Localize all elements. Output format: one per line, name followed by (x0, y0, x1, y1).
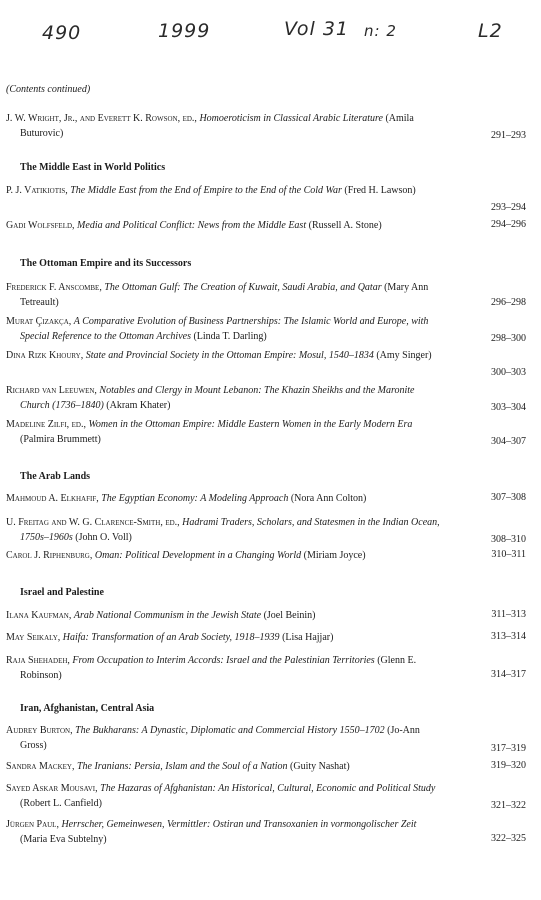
contents-entry (6, 760, 444, 775)
entry-title: Arab National Communism in the Jewish State (73, 610, 262, 621)
entry-page-range: 321–322 (491, 800, 526, 811)
entry-authors: Mahmoud A. Elkhafif, (6, 493, 99, 504)
handwritten-volume: Vol 31 (284, 18, 350, 40)
contents-entry (6, 516, 444, 545)
entry-reviewer: (Maria Eva Subtelny) (20, 833, 107, 845)
section-heading: Israel and Palestine (20, 587, 104, 598)
entry-authors: Jürgen Paul, (6, 819, 59, 830)
entry-reviewer: (Amy Singer) (376, 350, 432, 361)
entry-authors: Frederick F. Anscombe, (6, 282, 102, 293)
entry-authors: P. J. Vatikiotis, (6, 185, 68, 196)
entry-title: The Middle East from the End of Empire to the End of the Cold War (70, 185, 342, 196)
contents-entry (6, 818, 444, 847)
entry-page-range: 304–307 (491, 436, 526, 447)
entry-authors: Madeline Zilfi, ed., (6, 419, 86, 430)
entry-authors: Sandra Mackey, (6, 761, 75, 772)
entry-reviewer: (Glenn E. Robinson) (20, 655, 417, 681)
entry-title: Notables and Clergy in Mount Lebanon: The Khazin Sheikhs and the Maronite Church (1736–1840) (20, 385, 415, 411)
contents-entry (6, 384, 444, 413)
entry-authors: Dina Rizk Khoury, (6, 350, 84, 361)
entry-page-range: 311–313 (491, 609, 526, 620)
entry-title: Herrscher, Gemeinwesen, Vermittler: Ostiran und Transoxanien in vormongolischer Zeit (61, 819, 417, 830)
entry-authors: J. W. Wright, Jr., and Everett K. Rowson, ed., (6, 113, 197, 124)
entry-reviewer: (Palmira Brummett) (20, 433, 101, 445)
contents-entry (6, 724, 444, 753)
entry-authors: Gadi Wolfsfeld, (6, 220, 75, 231)
entry-reviewer: (Miriam Joyce) (303, 550, 366, 561)
entry-reviewer: (Mary Ann Tetreault) (20, 282, 429, 308)
entry-title: The Iranians: Persia, Islam and the Soul of a Nation (76, 761, 288, 772)
entry-page-range: 298–300 (491, 333, 526, 344)
contents-entry (6, 654, 444, 683)
entry-title: A Comparative Evolution of Business Partnerships: The Islamic World and Europe, with Special Reference to the Ottoman Archives (20, 316, 429, 342)
entry-title: The Hazaras of Afghanistan: An Historical, Cultural, Economic and Political Study (100, 783, 436, 794)
entry-authors: Carol J. Riphenburg, (6, 550, 93, 561)
contents-entry (6, 281, 444, 310)
entry-title: Hadrami Traders, Scholars, and Statesmen in the Indian Ocean, 1750s–1960s (20, 517, 440, 543)
entry-page-range: 300–303 (491, 367, 526, 378)
entry-reviewer: (Russell A. Stone) (308, 220, 382, 231)
entry-reviewer: (Joel Beinin) (263, 610, 316, 621)
entry-page-range: 294–296 (491, 219, 526, 230)
contents-entry (6, 782, 444, 811)
contents-entry (6, 219, 444, 234)
contents-entry (6, 315, 444, 344)
entry-page-range: 317–319 (491, 743, 526, 754)
entry-title: Oman: Political Development in a Changing World (94, 550, 302, 561)
entry-page-range: 303–304 (491, 402, 526, 413)
entry-title: Women in the Ottoman Empire: Middle Eastern Women in the Early Modern Era (88, 419, 413, 430)
entry-page-range: 314–317 (491, 669, 526, 680)
entry-title: From Occupation to Interim Accords: Israel and the Palestinian Territories (72, 655, 375, 666)
entry-reviewer: (Lisa Hajjar) (282, 632, 334, 643)
entry-authors: Ilana Kaufman, (6, 610, 72, 621)
entry-authors: Murat Çizakça, (6, 316, 72, 327)
handwritten-issue: n: 2 (364, 22, 397, 40)
entry-page-range: 308–310 (491, 534, 526, 545)
section-heading: The Arab Lands (20, 471, 91, 482)
entry-title: The Bukharans: A Dynastic, Diplomatic and Commercial History 1550–1702 (75, 725, 385, 736)
contents-entry (6, 418, 444, 447)
section-heading: The Ottoman Empire and its Successors (20, 258, 192, 269)
entry-reviewer: (Jo-Ann Gross) (20, 725, 420, 751)
contents-entry (6, 112, 444, 141)
entry-reviewer: (Amila Buturovic) (20, 113, 414, 139)
entry-authors: U. Freitag and W. G. Clarence-Smith, ed., (6, 517, 180, 528)
entry-title: The Egyptian Economy: A Modeling Approach (101, 493, 289, 504)
entry-title: The Ottoman Gulf: The Creation of Kuwait, Saudi Arabia, and Qatar (104, 282, 382, 293)
entry-reviewer: (John O. Voll) (75, 531, 132, 543)
entry-reviewer: (Akram Khater) (106, 399, 171, 411)
contents-entry (6, 184, 444, 199)
entry-page-range: 291–293 (491, 130, 526, 141)
entry-title: Haifa: Transformation of an Arab Society, 1918–1939 (62, 632, 280, 643)
section-heading: The Middle East in World Politics (20, 162, 166, 173)
entry-page-range: 319–320 (491, 760, 526, 771)
contents-entry (6, 492, 444, 507)
contents-continued-label: (Contents continued) (6, 84, 91, 95)
entry-page-range: 296–298 (491, 297, 526, 308)
entry-reviewer: (Robert L. Canfield) (20, 797, 102, 809)
entry-title: State and Provincial Society in the Ottoman Empire: Mosul, 1540–1834 (85, 350, 374, 361)
entry-reviewer: (Guity Nashat) (290, 761, 350, 772)
entry-reviewer: (Linda T. Darling) (193, 330, 267, 342)
entry-title: Media and Political Conflict: News from the Middle East (77, 220, 307, 231)
entry-page-range: 293–294 (491, 202, 526, 213)
handwritten-number: 490 (42, 22, 82, 44)
handwritten-code: L2 (478, 20, 503, 42)
entry-authors: Sayed Askar Mousavi, (6, 783, 98, 794)
entry-page-range: 310–311 (491, 549, 526, 560)
entry-reviewer: (Nora Ann Colton) (290, 493, 367, 504)
entry-authors: Raja Shehadeh, (6, 655, 70, 666)
entry-page-range: 322–325 (491, 833, 526, 844)
entry-authors: Audrey Burton, (6, 725, 73, 736)
entry-title: Homoeroticism in Classical Arabic Literature (199, 113, 383, 124)
entry-authors: Richard van Leeuwen, (6, 385, 97, 396)
contents-entry (6, 349, 444, 364)
entry-authors: May Seikaly, (6, 632, 61, 643)
entry-page-range: 307–308 (491, 492, 526, 503)
contents-entry (6, 631, 444, 646)
handwritten-year: 1999 (158, 20, 211, 42)
contents-entry (6, 549, 444, 564)
entry-page-range: 313–314 (491, 631, 526, 642)
section-heading: Iran, Afghanistan, Central Asia (20, 703, 155, 714)
contents-entry (6, 609, 444, 624)
entry-reviewer: (Fred H. Lawson) (344, 185, 416, 196)
